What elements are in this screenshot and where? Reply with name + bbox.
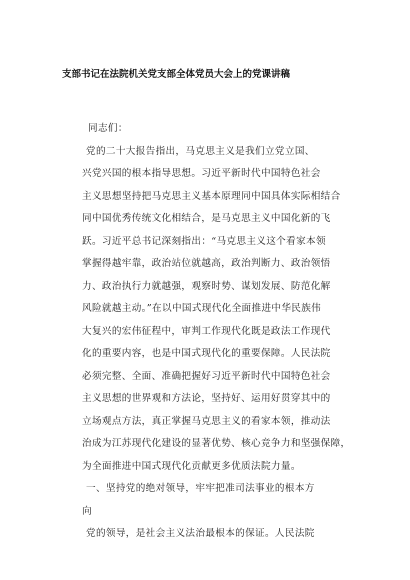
paragraph-line: 大复兴的宏伟征程中，审判工作现代化既是政法工作现代 <box>82 325 331 337</box>
document-body <box>82 118 362 546</box>
paragraph-line: 党的领导，是社会主义法治最根本的保证。人民法院 <box>86 528 315 539</box>
paragraph-line: 兴党兴国的根本指导思想。习近平新时代中国特色社会 <box>82 168 321 179</box>
paragraph-line: 党的二十大报告指出，马克思主义是我们立党立国、 <box>86 145 315 157</box>
section-heading-line: 一、坚持党的绝对领导，牢牢把准司法事业的根本方 <box>86 483 315 494</box>
document-title: 支部书记在法院机关党支部全体党员大会上的党课讲稿 <box>62 69 291 80</box>
paragraph-line: 同中国优秀传统文化相结合，是马克思主义中国化新的飞 <box>82 213 331 224</box>
section-heading-line: 向 <box>82 505 92 517</box>
paragraph-line: 力、政治执行力就越强，观察时势、谋划发展、防范化解 <box>82 280 331 292</box>
paragraph-line: 立场观点方法，真正掌握马克思主义的看家本领，推动法 <box>82 415 331 427</box>
paragraph-line: 化的重要内容，也是中国式现代化的重要保障。人民法院 <box>82 348 331 359</box>
salutation-line: 同志们： <box>88 123 128 134</box>
paragraph-line: 主义思想坚持把马克思主义基本原理同中国具体实际相结合 <box>82 190 341 202</box>
paragraph-line: 掌握得越牢靠，政治站位就越高，政治判断力、政治领悟 <box>82 258 331 269</box>
paragraph-line: 风险就越主动。”在以中国式现代化全面推进中华民族伟 <box>82 303 322 314</box>
paragraph-line: 为全面推进中国式现代化贡献更多优质法院力量。 <box>82 460 301 472</box>
paragraph-line: 主义思想的世界观和方法论，坚持好、运用好贯穿其中的 <box>82 393 331 404</box>
paragraph-line: 跃。习近平总书记深刻指出：“马克思主义这个看家本领 <box>82 235 326 247</box>
paragraph-line: 必须完整、全面、准确把握好习近平新时代中国特色社会 <box>82 370 331 382</box>
paragraph-line: 治成为江苏现代化建设的显著优势、核心竞争力和坚强保障， <box>82 438 351 449</box>
